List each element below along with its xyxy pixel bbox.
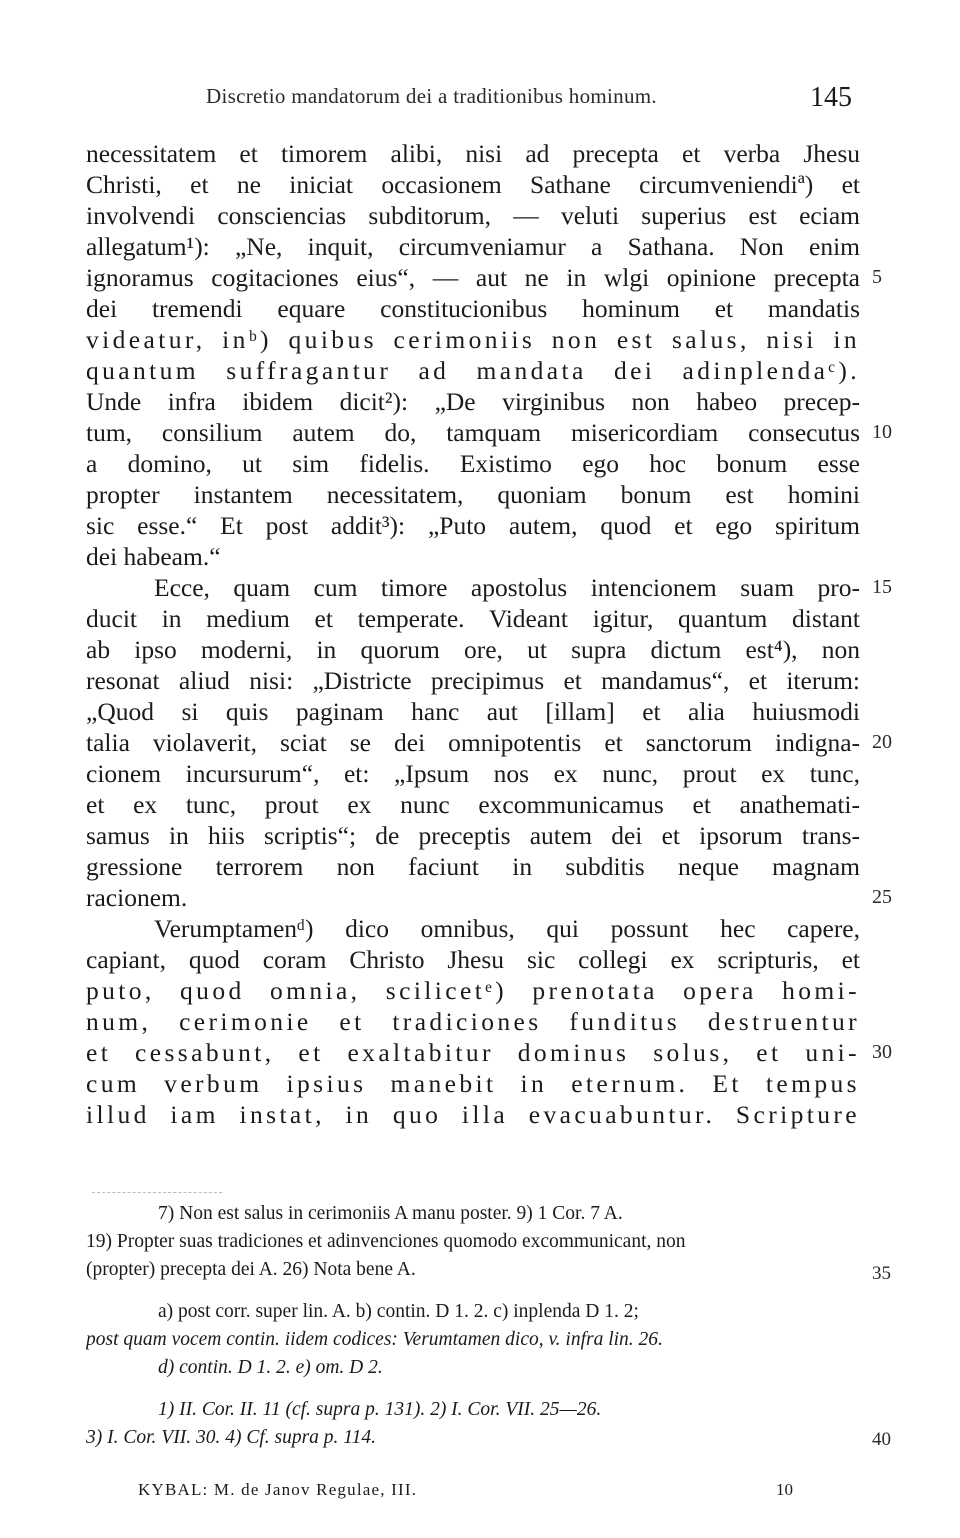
margin-line-number: 5 — [872, 266, 882, 288]
text-line: propter instantem necessitatem, quoniam bonum est homini — [86, 480, 860, 509]
text-line: „Quod si quis paginam hanc aut [illam] et alia huiusmodi — [86, 697, 860, 726]
text-line: illud iam instat, in quo illa evacuabuntur. Scripture — [86, 1100, 860, 1129]
footnote-line: 19) Propter suas tradiciones et adinvenciones quomodo excommunicant, non — [86, 1231, 686, 1252]
text-line: resonat aliud nisi: „Districte precipimus et mandamus“, et iterum: — [86, 666, 860, 695]
footnotes — [86, 1200, 860, 1452]
text-line: puto, quod omnia, scilicetᵉ) prenotata opera homi- — [86, 976, 860, 1005]
text-line: ab ipso moderni, in quorum ore, ut supra dictum est⁴), non — [86, 635, 860, 664]
margin-line-number: 10 — [872, 421, 892, 443]
main-text — [86, 138, 860, 1130]
text-line: videatur, inᵇ) quibus cerimoniis non est salus, nisi in — [86, 325, 860, 354]
text-line: a domino, ut sim fidelis. Existimo ego hoc bonum esse — [86, 449, 860, 478]
footnote-line-number: 35 — [872, 1263, 891, 1284]
text-line: et cessabunt, et exaltabitur dominus solus, et uni- — [86, 1038, 860, 1067]
page-header — [0, 84, 960, 114]
footnote-line-number: 40 — [872, 1429, 891, 1450]
margin-line-number: 30 — [872, 1041, 892, 1063]
footnote-line: 7) Non est salus in cerimoniis A manu poster. 9) 1 Cor. 7 A. — [158, 1203, 623, 1224]
text-line: et ex tunc, prout ex nunc excommunicamus et anathemati- — [86, 790, 860, 819]
text-line: Verumptamenᵈ) dico omnibus, qui possunt hec capere, — [154, 914, 860, 943]
footnote-line: (propter) precepta dei A. 26) Nota bene A. — [86, 1259, 416, 1280]
text-line: samus in hiis scriptis“; de preceptis autem dei et ipsorum trans- — [86, 821, 860, 850]
text-line: ducit in medium et temperate. Videant igitur, quantum distant — [86, 604, 860, 633]
running-title: Discretio mandatorum dei a traditionibus hominum. — [206, 84, 657, 108]
text-line: Christi, et ne iniciat occasionem Sathane circumveniendiª) et — [86, 170, 860, 199]
page-number: 145 — [810, 82, 852, 113]
text-line: capiant, quod coram Christo Jhesu sic collegi ex scripturis, et — [86, 945, 860, 974]
text-line: involvendi consciencias subditorum, — veluti superius est eciam — [86, 201, 860, 230]
text-line: allegatum¹): „Ne, inquit, circumveniamur a Sathana. Non enim — [86, 232, 860, 261]
text-line: cum verbum ipsius manebit in eternum. Et tempus — [86, 1069, 860, 1098]
text-line: ignoramus cogitaciones eius“, — aut ne in wlgi opinione precepta — [86, 263, 860, 292]
text-line: cionem incursurum“, et: „Ipsum nos ex nunc, prout ex tunc, — [86, 759, 860, 788]
text-line: racionem. — [86, 883, 188, 912]
sheet-number: 10 — [776, 1480, 793, 1499]
text-line: Ecce, quam cum timore apostolus intencionem suam pro- — [154, 573, 860, 602]
printer-signature: KYBAL: M. de Janov Regulae, III. — [138, 1480, 418, 1499]
text-line: sic esse.“ Et post addit³): „Puto autem, quod et ego spiritum — [86, 511, 860, 540]
footnote-line: post quam vocem contin. iidem codices: Verumtamen dico, v. infra lin. 26. — [86, 1329, 663, 1350]
footnote-line: d) contin. D 1. 2. e) om. D 2. — [158, 1357, 383, 1378]
margin-line-number: 15 — [872, 576, 892, 598]
text-line: gressione terrorem non faciunt in subditis neque magnam — [86, 852, 860, 881]
margin-line-number: 25 — [872, 886, 892, 908]
footnote-line: 3) I. Cor. VII. 30. 4) Cf. supra p. 114. — [86, 1427, 376, 1448]
text-line: dei tremendi equare constitucionibus hominum et mandatis — [86, 294, 860, 323]
text-line: talia violaverit, sciat se dei omnipotentis et sanctorum indigna- — [86, 728, 860, 757]
text-line: quantum suffragantur ad mandata dei adinplendaᶜ). — [86, 356, 860, 385]
footnote-separator — [92, 1192, 222, 1193]
text-line: dei habeam.“ — [86, 542, 221, 571]
text-line: Unde infra ibidem dicit²): „De virginibus non habeo precep- — [86, 387, 860, 416]
text-line: necessitatem et timorem alibi, nisi ad precepta et verba Jhesu — [86, 139, 860, 168]
text-line: tum, consilium autem do, tamquam misericordiam consecutus — [86, 418, 860, 447]
text-line: num, cerimonie et tradiciones funditus destruentur — [86, 1007, 860, 1036]
margin-line-number: 20 — [872, 731, 892, 753]
footnote-line: 1) II. Cor. II. 11 (cf. supra p. 131). 2) I. Cor. VII. 25—26. — [158, 1399, 602, 1420]
footnote-line: a) post corr. super lin. A. b) contin. D 1. 2. c) inplenda D 1. 2; — [158, 1301, 639, 1322]
